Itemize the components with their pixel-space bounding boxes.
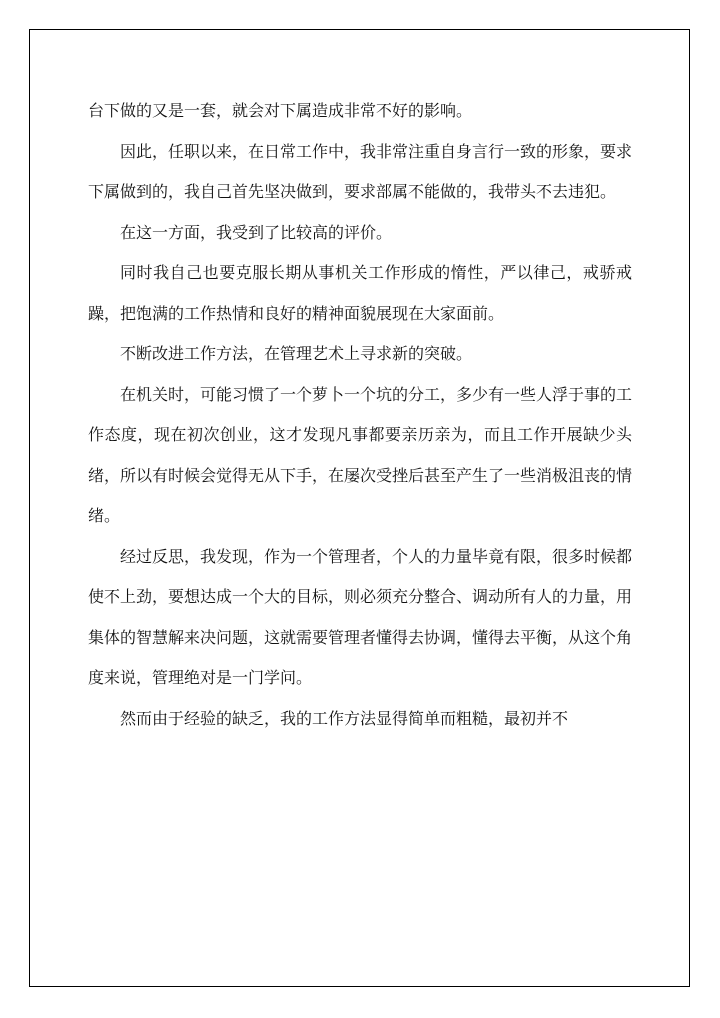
- paragraph: 经过反思，我发现，作为一个管理者，个人的力量毕竟有限，很多时候都使不上劲，要想达成一个大的目标，则必须充分整合、调动所有人的力量，用集体的智慧解来决问题，这就需要管理者懂得去协调，懂得去平衡，从这个角度来说，管理绝对是一门学问。: [88, 546, 633, 687]
- paragraph: 因此，任职以来，在日常工作中，我非常注重自身言行一致的形象，要求下属做到的，我自己首先坚决做到，要求部属不能做的，我带头不去违犯。: [88, 141, 633, 201]
- paragraph: 然而由于经验的缺乏，我的工作方法显得简单而粗糙，最初并不: [120, 708, 569, 728]
- paragraph: 在机关时，可能习惯了一个萝卜一个坑的分工，多少有一些人浮于事的工作态度，现在初次创业，这才发现凡事都要亲历亲为，而且工作开展缺少头绪，所以有时候会觉得无从下手，在屡次受挫后甚至产生了一些消极沮丧的情绪。: [88, 384, 633, 525]
- paragraph: 同时我自己也要克服长期从事机关工作形成的惰性，严以律己，戒骄戒躁，把饱满的工作热情和良好的精神面貌展现在大家面前。: [88, 263, 632, 323]
- document-body: [88, 91, 632, 739]
- paragraph: 台下做的又是一套，就会对下属造成非常不好的影响。: [88, 101, 473, 120]
- paragraph: 不断改进工作方法，在管理艺术上寻求新的突破。: [120, 344, 473, 363]
- paragraph: 在这一方面，我受到了比较高的评价。: [120, 222, 393, 242]
